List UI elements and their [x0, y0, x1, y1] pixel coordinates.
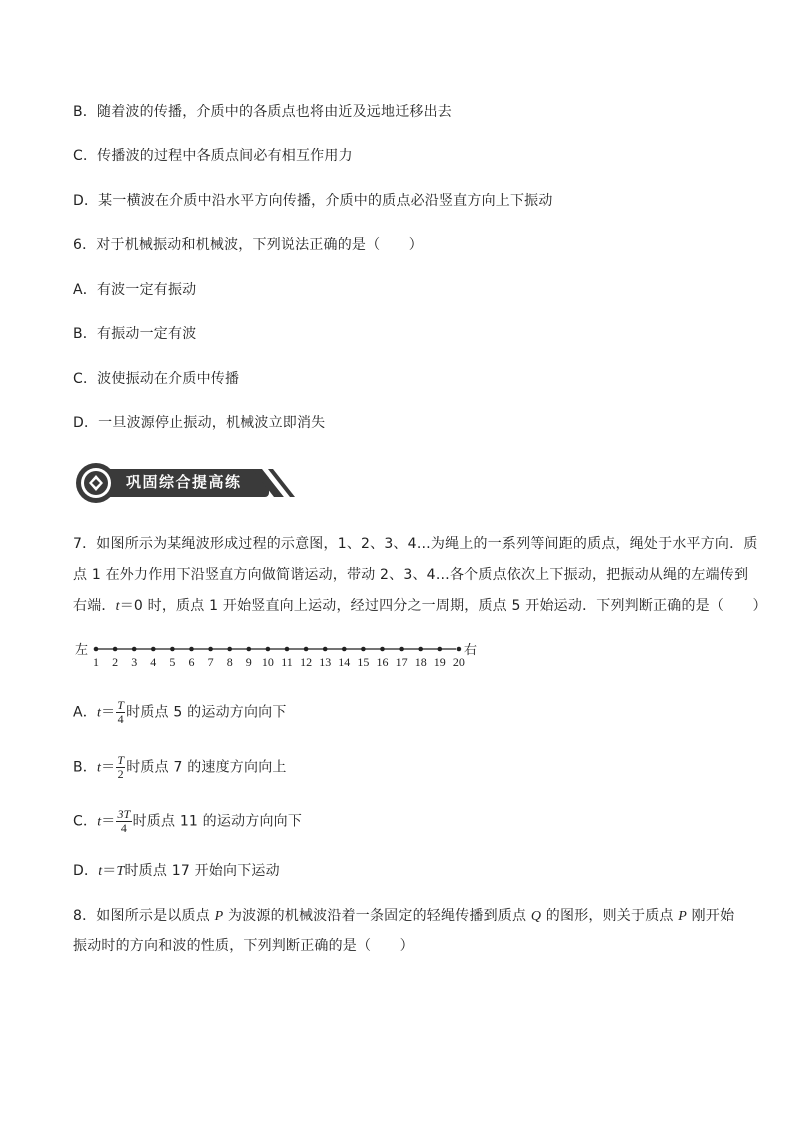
rope-point — [418, 647, 423, 652]
rope-point-label: 2 — [112, 655, 119, 669]
rope-point-label: 20 — [452, 655, 465, 669]
rope-point-label: 9 — [245, 655, 252, 669]
left-label: 左 — [75, 642, 89, 657]
rope-point — [113, 647, 118, 652]
q6-option-c: C．波使振动在介质中传播 — [73, 371, 240, 387]
rope-point — [189, 647, 194, 652]
q7-stem-line-2: 点 1 在外力作用下沿竖直方向做简谐运动，带动 2、3、4…各个质点依次上下振动，把振动从绳的左端传到 — [73, 567, 749, 583]
q7-option-d: D．t＝T时质点 17 开始向下运动 — [73, 863, 280, 879]
rope-point — [247, 647, 252, 652]
rope-point — [380, 647, 385, 652]
q8-stem-line-1: 8．如图所示是以质点 P 为波源的机械波沿着一条固定的轻绳传播到质点 Q 的图形，则关于质点 P 刚开始 — [73, 908, 735, 924]
fraction: $\frac{T}{4}$ — [117, 698, 125, 726]
rope-point — [170, 647, 175, 652]
rope-point — [438, 647, 443, 652]
rope-point-label: 10 — [261, 655, 274, 669]
fraction: $\frac{3T}{4}$ — [117, 807, 131, 835]
rope-point-label: 1 — [93, 655, 99, 669]
q7-stem-line-3: 右端．t＝0 时，质点 1 开始竖直向上运动，经过四分之一周期，质点 5 开始运动．下列判断正确的是（ ） — [73, 598, 767, 614]
rope-point — [342, 647, 347, 652]
rope-point-label: 5 — [169, 655, 176, 669]
q5-option-d: D．某一横波在介质中沿水平方向传播，介质中的质点必沿竖直方向上下振动 — [73, 193, 553, 209]
rope-point — [151, 647, 156, 652]
rope-point-label: 15 — [357, 655, 370, 669]
rope-point-label: 13 — [319, 655, 332, 669]
rope-point-label: 3 — [131, 655, 138, 669]
rope-point — [399, 647, 404, 652]
q7-stem-line-1: 7．如图所示为某绳波形成过程的示意图，1、2、3、4…为绳上的一系列等间距的质点，绳处于水平方向．质 — [73, 536, 758, 552]
q6-option-b: B．有振动一定有波 — [73, 326, 197, 342]
q6-option-a: A．有波一定有振动 — [73, 282, 197, 298]
rope-point-label: 18 — [414, 655, 427, 669]
rope-point-label: 6 — [188, 655, 195, 669]
q6-stem: 6．对于机械振动和机械波，下列说法正确的是（ ） — [73, 237, 423, 253]
rope-point-label: 11 — [281, 655, 293, 669]
rope-point — [208, 647, 213, 652]
rope-point — [304, 647, 309, 652]
fraction: $\frac{T}{2}$ — [117, 753, 125, 781]
q7-option-a: A．t＝ $\frac{T}{4}$ 时质点 5 的运动方向向下 — [73, 698, 287, 726]
rope-point — [323, 647, 328, 652]
rope-point-label: 14 — [338, 655, 351, 669]
rope-point-label: 16 — [376, 655, 389, 669]
rope-point — [457, 647, 462, 652]
rope-point-label: 17 — [395, 655, 408, 669]
rope-point — [285, 647, 290, 652]
q6-option-d: D．一旦波源停止振动，机械波立即消失 — [73, 415, 326, 431]
rope-diagram — [70, 636, 490, 672]
q5-option-b: B．随着波的传播，介质中的各质点也将由近及远地迁移出去 — [73, 104, 453, 120]
section-title: 巩固综合提高练 — [126, 473, 242, 491]
rope-point-label: 4 — [150, 655, 157, 669]
rope-point — [94, 647, 99, 652]
rope-point-label: 19 — [433, 655, 446, 669]
rope-point-label: 12 — [300, 655, 313, 669]
q7-option-b: B．t＝ $\frac{T}{2}$ 时质点 7 的速度方向向上 — [73, 753, 287, 781]
banner-logo-icon — [76, 463, 116, 503]
rope-point — [266, 647, 271, 652]
rope-point-label: 7 — [207, 655, 214, 669]
q7-option-c: C．t＝ $\frac{3T}{4}$ 时质点 11 的运动方向向下 — [73, 807, 303, 835]
rope-point-label: 8 — [226, 655, 233, 669]
rope-point — [132, 647, 137, 652]
q8-stem-line-2: 振动时的方向和波的性质，下列判断正确的是（ ） — [73, 938, 414, 954]
rope-point — [361, 647, 366, 652]
rope-point — [227, 647, 232, 652]
q5-option-c: C．传播波的过程中各质点间必有相互作用力 — [73, 148, 353, 164]
right-label: 右 — [464, 642, 478, 657]
